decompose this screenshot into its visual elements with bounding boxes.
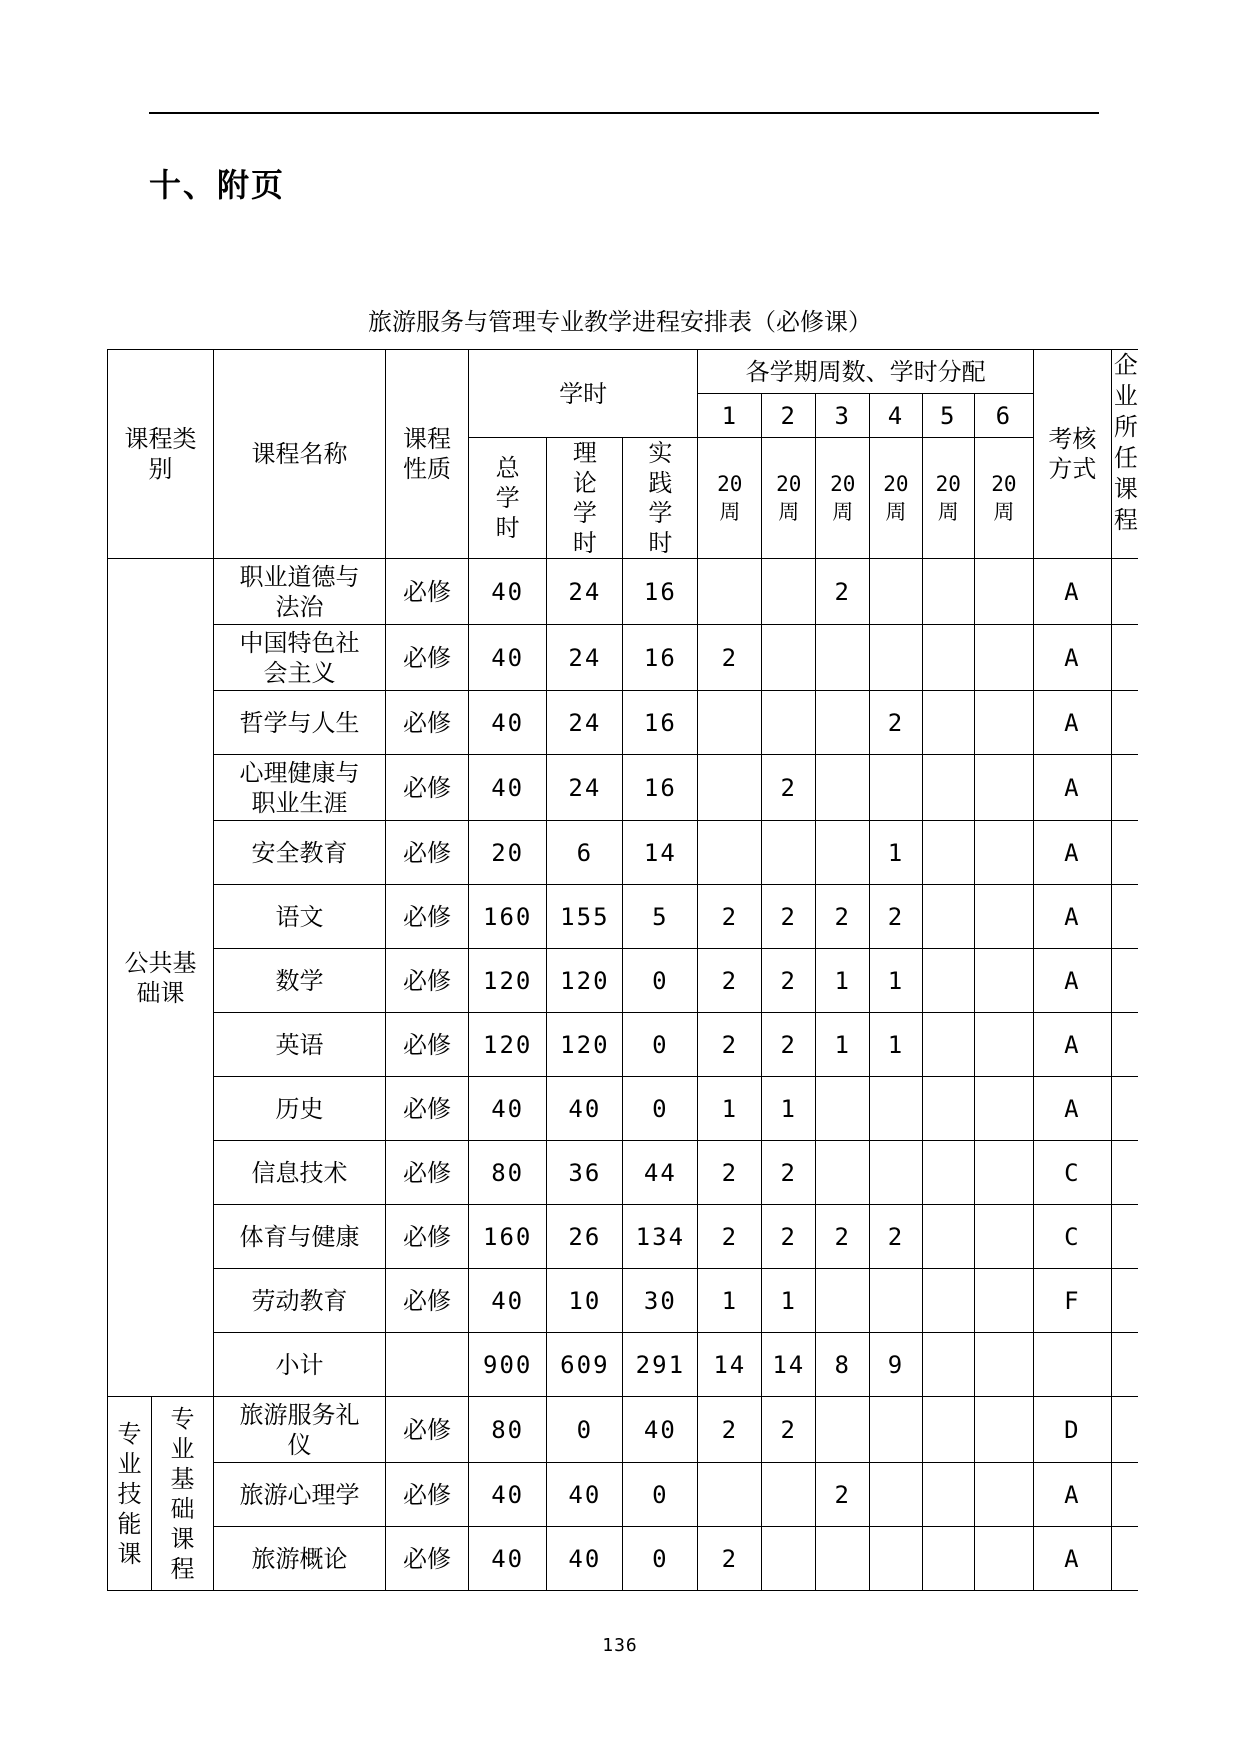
semester-6-hours — [974, 1333, 1033, 1397]
course-nature: 必修 — [386, 1141, 469, 1205]
header-semester-3: 3 — [816, 394, 870, 438]
semester-5-hours — [922, 885, 974, 949]
table-row — [108, 1333, 1138, 1397]
assessment: A — [1033, 821, 1111, 885]
table-caption: 旅游服务与管理专业教学进程安排表（必修课） — [368, 308, 872, 336]
course-nature: 必修 — [386, 1269, 469, 1333]
header-semester-1: 1 — [698, 394, 762, 438]
total-hours: 900 — [469, 1333, 547, 1397]
table-row — [108, 949, 1138, 1013]
assessment: A — [1033, 1463, 1111, 1527]
theory-hours: 120 — [547, 949, 623, 1013]
course-nature: 必修 — [386, 949, 469, 1013]
table-row — [108, 625, 1138, 691]
header-weeks-4: 20周 — [870, 438, 922, 559]
semester-6-hours — [974, 1141, 1033, 1205]
theory-hours: 0 — [547, 1397, 623, 1463]
page-number: 136 — [602, 1635, 638, 1656]
total-hours: 40 — [469, 559, 547, 625]
header-total-hours: 总学时 — [469, 438, 547, 559]
semester-1-hours — [698, 1463, 762, 1527]
total-hours: 40 — [469, 691, 547, 755]
enterprise-cell — [1111, 1463, 1138, 1527]
group-public: 公共基础课 — [108, 559, 214, 1397]
table-row — [108, 1269, 1138, 1333]
practice-hours: 5 — [623, 885, 698, 949]
header-enterprise — [1111, 350, 1138, 559]
semester-1-hours — [698, 559, 762, 625]
assessment: D — [1033, 1397, 1111, 1463]
enterprise-cell — [1111, 559, 1138, 625]
header-weeks-6: 20周 — [974, 438, 1033, 559]
semester-5-hours — [922, 1077, 974, 1141]
header-category: 课程类别 — [108, 350, 214, 559]
total-hours: 40 — [469, 1077, 547, 1141]
table-row — [108, 821, 1138, 885]
total-hours: 160 — [469, 885, 547, 949]
enterprise-cell — [1111, 1333, 1138, 1397]
course-nature — [386, 1333, 469, 1397]
course-nature: 必修 — [386, 1397, 469, 1463]
assessment: A — [1033, 1013, 1111, 1077]
semester-6-hours — [974, 1397, 1033, 1463]
theory-hours: 24 — [547, 625, 623, 691]
course-name: 旅游概论 — [214, 1527, 386, 1591]
practice-hours: 0 — [623, 1077, 698, 1141]
course-nature: 必修 — [386, 559, 469, 625]
header-course-name: 课程名称 — [214, 350, 386, 559]
semester-1-hours — [698, 821, 762, 885]
semester-6-hours — [974, 625, 1033, 691]
section-heading: 十、附页 — [149, 166, 286, 204]
semester-3-hours: 2 — [816, 885, 870, 949]
enterprise-cell — [1111, 755, 1138, 821]
practice-hours: 16 — [623, 559, 698, 625]
practice-hours: 30 — [623, 1269, 698, 1333]
semester-1-hours: 2 — [698, 885, 762, 949]
semester-3-hours — [816, 1527, 870, 1591]
semester-5-hours — [922, 1333, 974, 1397]
course-nature: 必修 — [386, 755, 469, 821]
semester-2-hours: 2 — [762, 1141, 816, 1205]
semester-1-hours: 2 — [698, 1527, 762, 1591]
semester-6-hours — [974, 691, 1033, 755]
total-hours: 120 — [469, 1013, 547, 1077]
semester-3-hours: 1 — [816, 1013, 870, 1077]
table-row — [108, 1141, 1138, 1205]
semester-1-hours — [698, 691, 762, 755]
header-semester-dist: 各学期周数、学时分配 — [698, 350, 1034, 394]
header-semester-4: 4 — [870, 394, 922, 438]
course-nature: 必修 — [386, 821, 469, 885]
semester-6-hours — [974, 885, 1033, 949]
semester-1-hours: 2 — [698, 1013, 762, 1077]
semester-2-hours: 2 — [762, 949, 816, 1013]
total-hours: 20 — [469, 821, 547, 885]
practice-hours: 0 — [623, 949, 698, 1013]
semester-5-hours — [922, 1397, 974, 1463]
semester-4-hours: 1 — [870, 1013, 922, 1077]
semester-3-hours — [816, 1141, 870, 1205]
theory-hours: 40 — [547, 1527, 623, 1591]
assessment: A — [1033, 559, 1111, 625]
theory-hours: 24 — [547, 755, 623, 821]
course-nature: 必修 — [386, 625, 469, 691]
semester-3-hours: 2 — [816, 1205, 870, 1269]
semester-5-hours — [922, 1141, 974, 1205]
semester-3-hours — [816, 691, 870, 755]
total-hours: 80 — [469, 1141, 547, 1205]
semester-4-hours: 2 — [870, 691, 922, 755]
assessment: A — [1033, 1077, 1111, 1141]
semester-5-hours — [922, 949, 974, 1013]
theory-hours: 6 — [547, 821, 623, 885]
semester-3-hours: 8 — [816, 1333, 870, 1397]
header-weeks-2: 20周 — [762, 438, 816, 559]
practice-hours: 16 — [623, 755, 698, 821]
semester-4-hours: 1 — [870, 821, 922, 885]
semester-3-hours — [816, 1397, 870, 1463]
course-name: 安全教育 — [214, 821, 386, 885]
table-row — [108, 559, 1138, 625]
course-name: 职业道德与法治 — [214, 559, 386, 625]
enterprise-cell — [1111, 885, 1138, 949]
semester-5-hours — [922, 625, 974, 691]
semester-6-hours — [974, 559, 1033, 625]
semester-4-hours — [870, 755, 922, 821]
theory-hours: 24 — [547, 559, 623, 625]
group-professional — [108, 1397, 152, 1591]
header-practice-hours: 实践学时 — [623, 438, 698, 559]
semester-6-hours — [974, 1269, 1033, 1333]
semester-5-hours — [922, 821, 974, 885]
course-nature: 必修 — [386, 691, 469, 755]
header-theory-hours: 理论学时 — [547, 438, 623, 559]
semester-2-hours: 2 — [762, 1205, 816, 1269]
enterprise-cell — [1111, 625, 1138, 691]
assessment: A — [1033, 949, 1111, 1013]
course-name: 劳动教育 — [214, 1269, 386, 1333]
assessment: A — [1033, 691, 1111, 755]
header-nature: 课程性质 — [386, 350, 469, 559]
assessment: C — [1033, 1141, 1111, 1205]
semester-4-hours — [870, 1397, 922, 1463]
assessment: A — [1033, 885, 1111, 949]
practice-hours: 44 — [623, 1141, 698, 1205]
semester-3-hours: 2 — [816, 559, 870, 625]
semester-3-hours — [816, 755, 870, 821]
header-weeks-5: 20周 — [922, 438, 974, 559]
teaching-schedule-table — [107, 349, 1138, 1591]
assessment: F — [1033, 1269, 1111, 1333]
header-hours: 学时 — [469, 350, 698, 438]
semester-2-hours: 2 — [762, 1013, 816, 1077]
theory-hours: 155 — [547, 885, 623, 949]
course-name: 心理健康与职业生涯 — [214, 755, 386, 821]
semester-6-hours — [974, 1527, 1033, 1591]
semester-3-hours — [816, 625, 870, 691]
semester-2-hours: 2 — [762, 755, 816, 821]
header-enterprise-text: 企业所任课程 — [1113, 351, 1138, 534]
course-name: 信息技术 — [214, 1141, 386, 1205]
semester-4-hours: 2 — [870, 885, 922, 949]
semester-5-hours — [922, 1527, 974, 1591]
semester-2-hours — [762, 625, 816, 691]
total-hours: 40 — [469, 755, 547, 821]
semester-2-hours: 14 — [762, 1333, 816, 1397]
table-row — [108, 755, 1138, 821]
table-row — [108, 1077, 1138, 1141]
practice-hours: 40 — [623, 1397, 698, 1463]
practice-hours: 16 — [623, 625, 698, 691]
assessment — [1033, 1333, 1111, 1397]
semester-6-hours — [974, 1463, 1033, 1527]
theory-hours: 24 — [547, 691, 623, 755]
semester-1-hours — [698, 755, 762, 821]
theory-hours: 26 — [547, 1205, 623, 1269]
semester-1-hours: 14 — [698, 1333, 762, 1397]
assessment: A — [1033, 755, 1111, 821]
total-hours: 40 — [469, 1527, 547, 1591]
course-name: 哲学与人生 — [214, 691, 386, 755]
enterprise-cell — [1111, 691, 1138, 755]
header-weeks-1: 20周 — [698, 438, 762, 559]
theory-hours: 36 — [547, 1141, 623, 1205]
semester-4-hours: 2 — [870, 1205, 922, 1269]
semester-1-hours: 2 — [698, 949, 762, 1013]
semester-1-hours: 1 — [698, 1077, 762, 1141]
course-name: 中国特色社会主义 — [214, 625, 386, 691]
course-name: 小计 — [214, 1333, 386, 1397]
semester-2-hours: 1 — [762, 1077, 816, 1141]
course-nature: 必修 — [386, 1527, 469, 1591]
total-hours: 160 — [469, 1205, 547, 1269]
assessment: A — [1033, 625, 1111, 691]
semester-4-hours — [870, 625, 922, 691]
enterprise-cell — [1111, 1205, 1138, 1269]
practice-hours: 291 — [623, 1333, 698, 1397]
header-semester-6: 6 — [974, 394, 1033, 438]
semester-6-hours — [974, 1205, 1033, 1269]
practice-hours: 14 — [623, 821, 698, 885]
theory-hours: 10 — [547, 1269, 623, 1333]
semester-4-hours — [870, 1269, 922, 1333]
practice-hours: 0 — [623, 1463, 698, 1527]
semester-3-hours — [816, 1077, 870, 1141]
course-nature: 必修 — [386, 1013, 469, 1077]
header-semester-5: 5 — [922, 394, 974, 438]
semester-3-hours — [816, 821, 870, 885]
semester-1-hours: 2 — [698, 1205, 762, 1269]
enterprise-cell — [1111, 1527, 1138, 1591]
course-name: 数学 — [214, 949, 386, 1013]
course-name: 历史 — [214, 1077, 386, 1141]
semester-4-hours — [870, 1141, 922, 1205]
practice-hours: 0 — [623, 1013, 698, 1077]
table-row — [108, 691, 1138, 755]
course-name: 旅游服务礼仪 — [214, 1397, 386, 1463]
assessment: A — [1033, 1527, 1111, 1591]
enterprise-cell — [1111, 949, 1138, 1013]
total-hours: 40 — [469, 1463, 547, 1527]
semester-2-hours — [762, 691, 816, 755]
semester-5-hours — [922, 755, 974, 821]
enterprise-cell — [1111, 1077, 1138, 1141]
semester-5-hours — [922, 1205, 974, 1269]
theory-hours: 40 — [547, 1463, 623, 1527]
total-hours: 120 — [469, 949, 547, 1013]
semester-3-hours: 1 — [816, 949, 870, 1013]
assessment: C — [1033, 1205, 1111, 1269]
enterprise-cell — [1111, 1141, 1138, 1205]
header-rule — [149, 112, 1099, 114]
semester-4-hours — [870, 559, 922, 625]
table-row — [108, 885, 1138, 949]
table-row — [108, 1013, 1138, 1077]
semester-6-hours — [974, 949, 1033, 1013]
semester-5-hours — [922, 691, 974, 755]
table-row — [108, 1527, 1138, 1591]
header-assessment: 考核方式 — [1033, 350, 1111, 559]
semester-2-hours: 2 — [762, 885, 816, 949]
group-professional-basic-text: 专业基础课程 — [170, 1404, 195, 1583]
enterprise-cell — [1111, 821, 1138, 885]
semester-4-hours — [870, 1527, 922, 1591]
semester-2-hours: 1 — [762, 1269, 816, 1333]
semester-6-hours — [974, 755, 1033, 821]
enterprise-cell — [1111, 1397, 1138, 1463]
group-professional-basic — [152, 1397, 214, 1591]
semester-5-hours — [922, 1463, 974, 1527]
course-nature: 必修 — [386, 1463, 469, 1527]
course-nature: 必修 — [386, 1077, 469, 1141]
course-name: 旅游心理学 — [214, 1463, 386, 1527]
semester-6-hours — [974, 1077, 1033, 1141]
total-hours: 40 — [469, 1269, 547, 1333]
course-name: 体育与健康 — [214, 1205, 386, 1269]
semester-4-hours — [870, 1077, 922, 1141]
semester-4-hours — [870, 1463, 922, 1527]
semester-2-hours — [762, 821, 816, 885]
table-row — [108, 1205, 1138, 1269]
theory-hours: 40 — [547, 1077, 623, 1141]
semester-1-hours: 2 — [698, 1397, 762, 1463]
semester-1-hours: 1 — [698, 1269, 762, 1333]
enterprise-cell — [1111, 1269, 1138, 1333]
header-semester-2: 2 — [762, 394, 816, 438]
theory-hours: 609 — [547, 1333, 623, 1397]
semester-3-hours: 2 — [816, 1463, 870, 1527]
semester-1-hours: 2 — [698, 625, 762, 691]
practice-hours: 16 — [623, 691, 698, 755]
semester-5-hours — [922, 559, 974, 625]
semester-6-hours — [974, 1013, 1033, 1077]
semester-2-hours — [762, 1463, 816, 1527]
semester-2-hours: 2 — [762, 1397, 816, 1463]
total-hours: 80 — [469, 1397, 547, 1463]
table-row — [108, 1397, 1138, 1463]
total-hours: 40 — [469, 625, 547, 691]
practice-hours: 134 — [623, 1205, 698, 1269]
course-name: 语文 — [214, 885, 386, 949]
semester-6-hours — [974, 821, 1033, 885]
course-nature: 必修 — [386, 1205, 469, 1269]
enterprise-cell — [1111, 1013, 1138, 1077]
course-nature: 必修 — [386, 885, 469, 949]
semester-2-hours — [762, 1527, 816, 1591]
semester-4-hours: 9 — [870, 1333, 922, 1397]
table-row — [108, 1463, 1138, 1527]
course-name: 英语 — [214, 1013, 386, 1077]
header-weeks-3: 20周 — [816, 438, 870, 559]
group-professional-text: 专业技能课 — [117, 1419, 142, 1568]
semester-5-hours — [922, 1269, 974, 1333]
semester-3-hours — [816, 1269, 870, 1333]
semester-2-hours — [762, 559, 816, 625]
semester-4-hours: 1 — [870, 949, 922, 1013]
practice-hours: 0 — [623, 1527, 698, 1591]
theory-hours: 120 — [547, 1013, 623, 1077]
semester-5-hours — [922, 1013, 974, 1077]
semester-1-hours: 2 — [698, 1141, 762, 1205]
